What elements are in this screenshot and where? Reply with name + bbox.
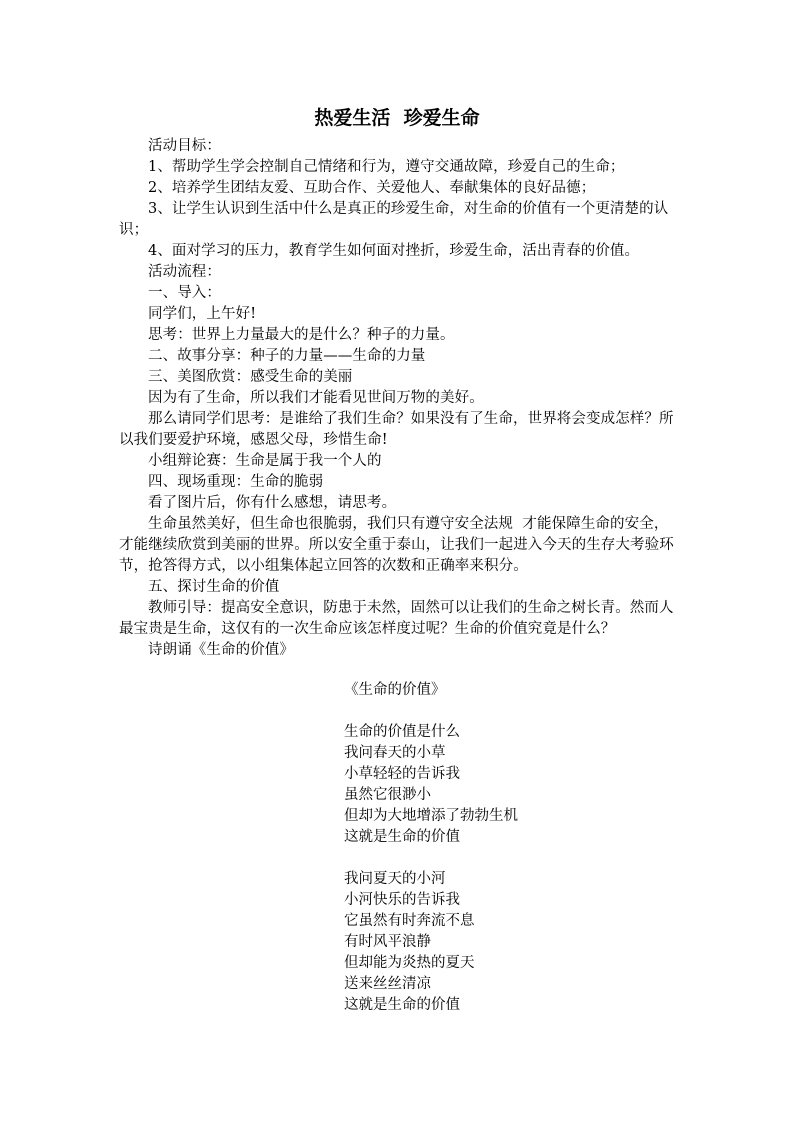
poem-line: 我问春天的小草 [344,745,446,761]
poem-line: 这就是生命的价值 [344,829,460,845]
paragraph: 2、培养学生团结友爱、互助合作、关爱他人、奉献集体的良好品德； [148,180,596,196]
paragraph: 二、故事分享：种子的力量——生命的力量 [148,348,426,364]
poem-line: 但却为大地增添了勃勃生机 [344,808,518,824]
paragraph: 看了图片后，你有什么感想，请思考。 [148,495,397,511]
poem-line: 虽然它很渺小 [344,787,431,803]
paragraph: 小组辩论赛：生命是属于我一个人的 [148,453,382,469]
paragraph: 教师引导：提高安全意识，防患于未然，固然可以让我们的生命之树长青。然而人最宝贵是生命，这仅有的一次生命应该怎样度过呢？生命的价值究竟是什么？ [119,600,674,637]
poem-line: 有时风平浪静 [344,934,431,950]
paragraph: 四、现场重现：生命的脆弱 [148,474,324,490]
paragraph: 诗朗诵《生命的价值》 [148,642,294,658]
paragraph: 因为有了生命，所以我们才能看见世间万物的美好。 [148,390,484,406]
poem-line: 它虽然有时奔流不息 [344,913,475,929]
paragraph: 同学们，上午好! [148,306,257,322]
poem-line: 这就是生命的价值 [344,997,460,1013]
paragraph: 活动流程： [148,264,221,280]
document-title: 热爱生活 珍爱生命 [314,107,480,129]
document-body [119,136,679,661]
poem-line: 生命的价值是什么 [344,724,460,740]
poem [344,680,644,1016]
poem-line: 小草轻轻的告诉我 [344,766,460,782]
paragraph: 三、美图欣赏：感受生命的美丽 [148,369,353,385]
poem-title: 《生命的价值》 [344,682,446,698]
paragraph: 活动目标： [148,138,221,154]
paragraph: 那么请同学们思考：是谁给了我们生命？如果没有了生命，世界将会变成怎样？所以我们要爱护环境，感恩父母，珍惜生命! [119,411,674,448]
poem-line: 送来丝丝清凉 [344,976,431,992]
paragraph: 思考：世界上力量最大的是什么？种子的力量。 [148,327,455,343]
paragraph: 3、让学生认识到生活中什么是真正的珍爱生命，对生命的价值有一个更清楚的认识； [119,201,669,238]
stanza-gap [344,701,644,722]
poem-line: 小河快乐的告诉我 [344,892,460,908]
paragraph: 1、帮助学生学会控制自己情绪和行为，遵守交通故障，珍爱自己的生命； [148,159,625,175]
paragraph: 五、探讨生命的价值 [148,579,280,595]
poem-line: 但却能为炎热的夏天 [344,955,475,971]
paragraph: 生命虽然美好，但生命也很脆弱，我们只有遵守安全法规 才能保障生命的安全，才能继续欣赏到美丽的世界。所以安全重于泰山，让我们一起进入今天的生存大考验环节，抢答得方式，以小组集体起立回答的次数和正确率来积分。 [119,516,674,574]
paragraph: 一、导入： [148,285,221,301]
poem-line: 我问夏天的小河 [344,871,446,887]
stanza-gap [344,848,644,869]
paragraph: 4、面对学习的压力，教育学生如何面对挫折，珍爱生命，活出青春的价值。 [148,243,640,259]
